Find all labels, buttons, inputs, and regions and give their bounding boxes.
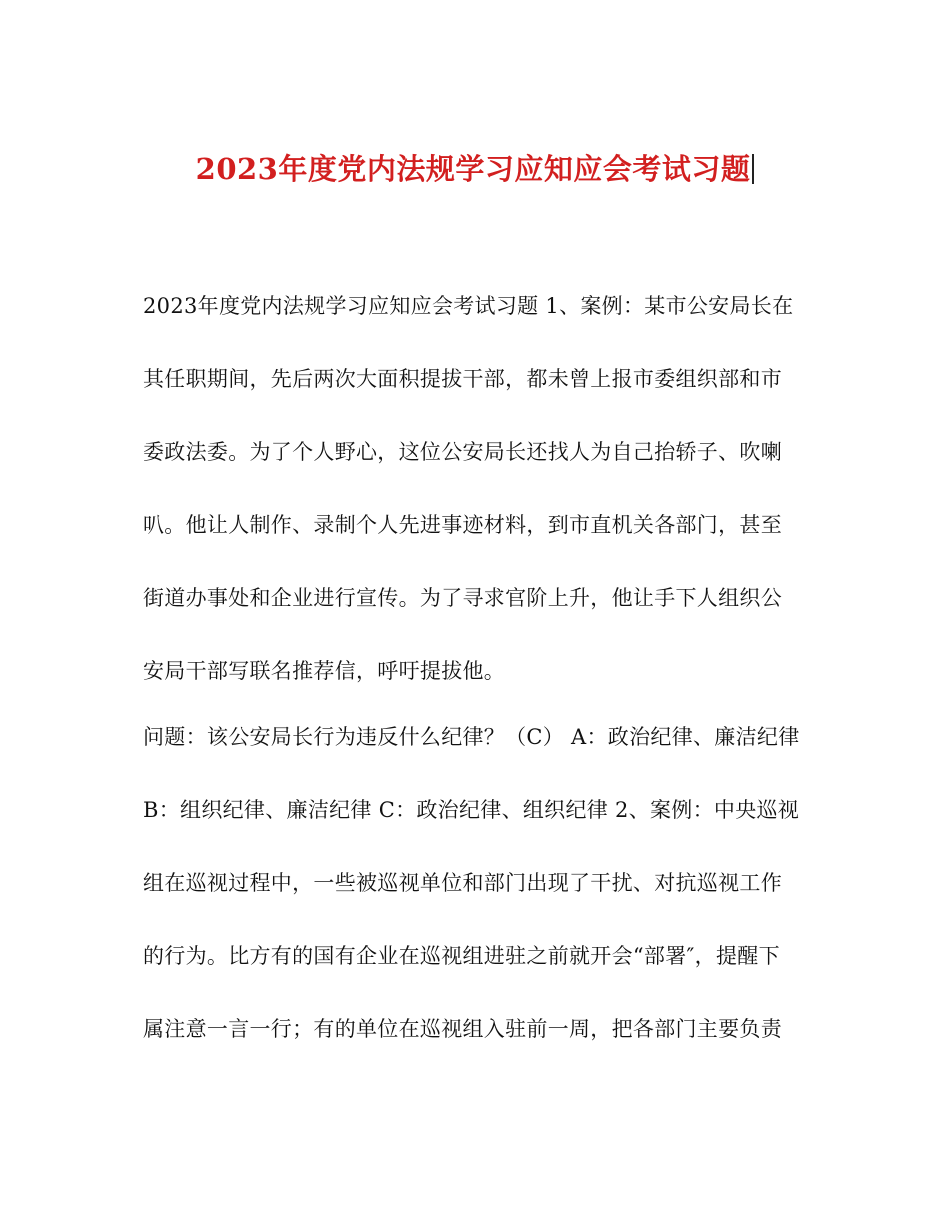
- text-line: 其任职期间，先后两次大面积提拔干部，都未曾上报市委组织部和市: [143, 367, 782, 391]
- text-line: B：组织纪律、廉洁纪律 C：政治纪律、组织纪律 2、案例：中央巡视: [143, 798, 800, 822]
- text-line: 2023年度党内法规学习应知应会考试习题 1、案例：某市公安局长在: [143, 294, 794, 318]
- text-line: 问题：该公安局长行为违反什么纪律？（C） A：政治纪律、廉洁纪律: [143, 725, 800, 749]
- document-body: [143, 284, 808, 1080]
- text-line: 街道办事处和企业进行宣传。为了寻求官阶上升，他让手下人组织公: [143, 586, 782, 610]
- text-line: 安局干部写联名推荐信，呼吁提拔他。: [143, 659, 506, 683]
- text-line: 属注意一言一行；有的单位在巡视组入驻前一周，把各部门主要负责: [143, 1017, 782, 1041]
- text-line: 组在巡视过程中，一些被巡视单位和部门出现了干扰、对抗巡视工作: [143, 871, 782, 895]
- text-line: 委政法委。为了个人野心，这位公安局长还找人为自己抬轿子、吹喇: [143, 440, 782, 464]
- text-line: 的行为。比方有的国有企业在巡视组进驻之前就开会“部署″，提醒下: [143, 944, 780, 968]
- document-title-text: 2023年度党内法规学习应知应会考试习题: [195, 152, 751, 187]
- text-line: 叭。他让人制作、录制个人先进事迹材料，到市直机关各部门，甚至: [143, 513, 782, 537]
- text-cursor: [752, 154, 754, 184]
- paragraph-question-1: [143, 715, 808, 1080]
- paragraph-case-1: [143, 284, 808, 715]
- document-title: [0, 147, 950, 191]
